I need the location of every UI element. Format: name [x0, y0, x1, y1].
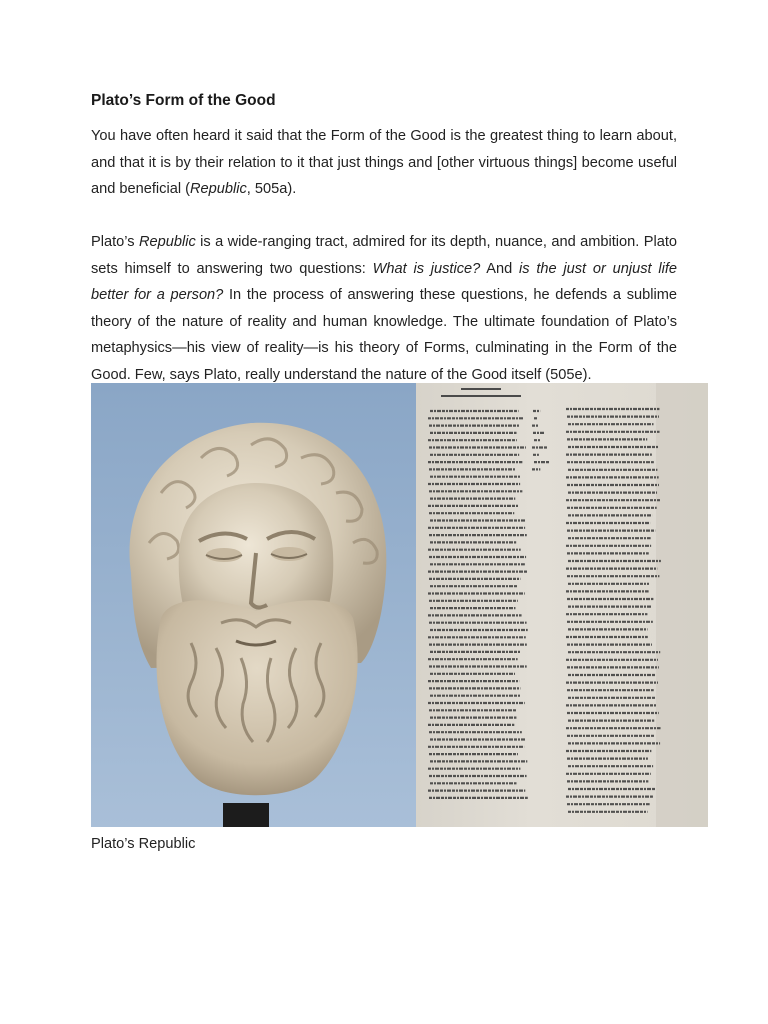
plato-bust-illustration [91, 383, 416, 827]
greek-manuscript-image [416, 383, 708, 827]
italic-text: is the just or unjust life better for a person? [91, 260, 678, 303]
paragraph-republic [91, 229, 677, 388]
text-run: You have often heard it said that the Form of the Good is the greatest thing to learn about, and that it is by their relation to it that just things and [other virtuous things] become useful and beneficial ( [91, 128, 677, 197]
figure [91, 383, 708, 827]
document-title: Plato’s Form of the Good [91, 92, 276, 109]
italic-text: Republic [189, 181, 247, 197]
plato-bust-image [91, 383, 416, 827]
text-run: , 505a). [246, 181, 297, 197]
text-run: And [480, 260, 519, 277]
italic-text: What is justice? [372, 260, 481, 277]
manuscript-text-lines [416, 383, 708, 827]
text-run: Plato’s [91, 234, 139, 250]
italic-text: Republic [138, 234, 196, 250]
figure-caption: Plato’s Republic [91, 836, 196, 852]
paragraph-quote [91, 123, 677, 203]
text-run: is a wide-ranging tract, admired for its depth, nuance, and ambition. Plato sets himself to answering two questions: [91, 234, 677, 277]
text-run: In the process of answering these questions, he defends a sublime theory of the nature of reality and human knowledge. The ultimate foundation of Plato’s metaphysics—his view of reality—is his theory of Forms, culminating in the Form of the Good. Few, says Plato, really understand the nature of the Good itself (505e). [91, 287, 677, 383]
